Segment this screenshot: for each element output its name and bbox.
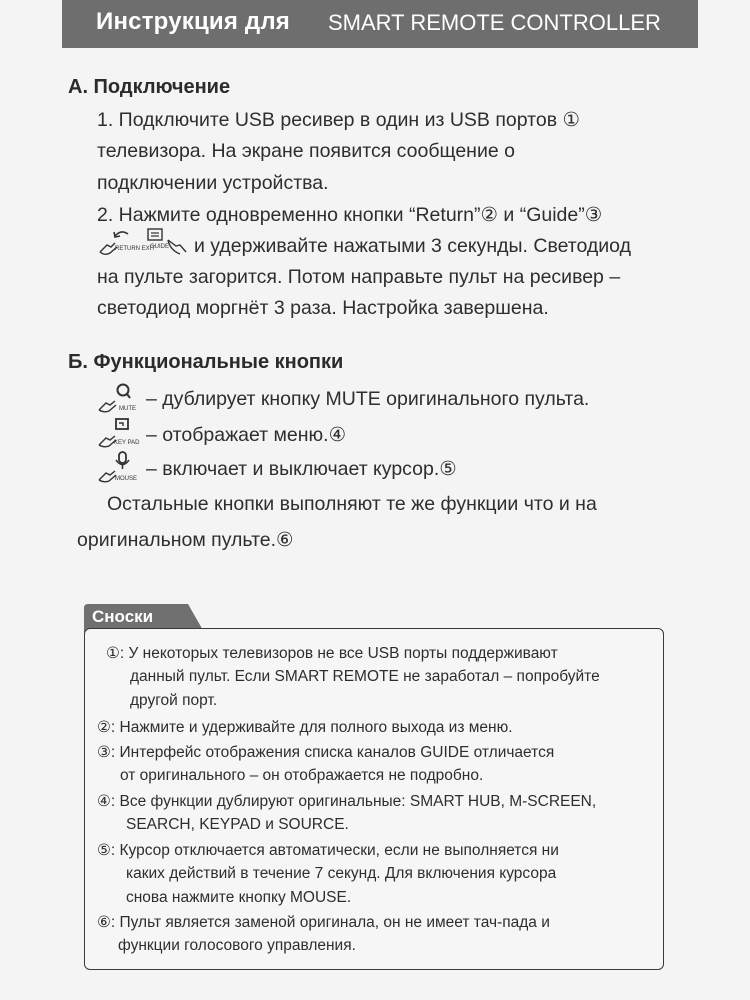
section-a-title: А. Подключение <box>68 76 231 98</box>
function-item-text: – отображает меню.④ <box>146 424 347 446</box>
note-line: ①: У некоторых телевизоров не все USB порты поддерживают <box>106 645 558 662</box>
keypad-icon-caption: KEY PAD <box>114 440 140 446</box>
note-line: снова нажмите кнопку MOUSE. <box>126 889 352 906</box>
note-line: ②: Нажмите и удерживайте для полного выхода из меню. <box>97 719 513 736</box>
return-icon <box>97 226 141 258</box>
function-item-text: – дублирует кнопку MUTE оригинального пульта. <box>146 388 590 410</box>
section-a-line: подключении устройства. <box>97 172 329 194</box>
rest-buttons-text: оригинальном пульте.⑥ <box>77 529 294 551</box>
note-line: другой порт. <box>130 692 218 709</box>
note-line: функции голосового управления. <box>118 937 356 954</box>
page-title: Инструкция для <box>96 8 291 35</box>
note-line: каких действий в течение 7 секунд. Для включения курсора <box>126 865 557 882</box>
section-a-line: и удерживайте нажатыми 3 секунды. Светодиод <box>194 235 631 257</box>
section-a-line: светодиод моргнёт 3 раза. Настройка завершена. <box>97 297 549 319</box>
guide-icon <box>146 226 190 258</box>
note-line: ⑤: Курсор отключается автоматически, если не выполняется ни <box>97 842 559 859</box>
mouse-icon-caption: MOUSE <box>115 476 138 482</box>
page-subtitle: SMART REMOTE CONTROLLER <box>328 10 661 35</box>
function-item-text: – включает и выключает курсор.⑤ <box>146 458 457 480</box>
section-b-title: Б. Функциональные кнопки <box>68 351 344 373</box>
rest-buttons-text: Остальные кнопки выполняют те же функции что и на <box>107 493 597 515</box>
note-line: от оригинального – он отображается не подробно. <box>120 767 484 784</box>
mute-icon-caption: MUTE <box>119 406 136 412</box>
section-a-line: телевизора. На экране появится сообщение о <box>97 140 515 162</box>
notes-tab-label: Сноски <box>92 607 154 626</box>
section-a-line: на пульте загорится. Потом направьте пульт на ресивер – <box>97 266 621 288</box>
note-line: ④: Все функции дублируют оригинальные: SMART HUB, M-SCREEN, <box>97 793 597 810</box>
section-a-line: 2. Нажмите одновременно кнопки “Return”② и “Guide”③ <box>97 204 603 226</box>
note-line: ③: Интерфейс отображения списка каналов GUIDE отличается <box>97 744 555 761</box>
section-a-line: 1. Подключите USB ресивер в один из USB портов ① <box>97 109 580 131</box>
guide-icon-caption: GUIDE <box>150 244 170 250</box>
note-line: данный пульт. Если SMART REMOTE не заработал – попробуйте <box>130 668 600 685</box>
note-line: ⑥: Пульт является заменой оригинала, он не имеет тач-пада и <box>97 914 550 931</box>
return-icon-caption: RETURN EXIT <box>115 246 156 252</box>
note-line: SEARCH, KEYPAD и SOURCE. <box>126 816 349 833</box>
